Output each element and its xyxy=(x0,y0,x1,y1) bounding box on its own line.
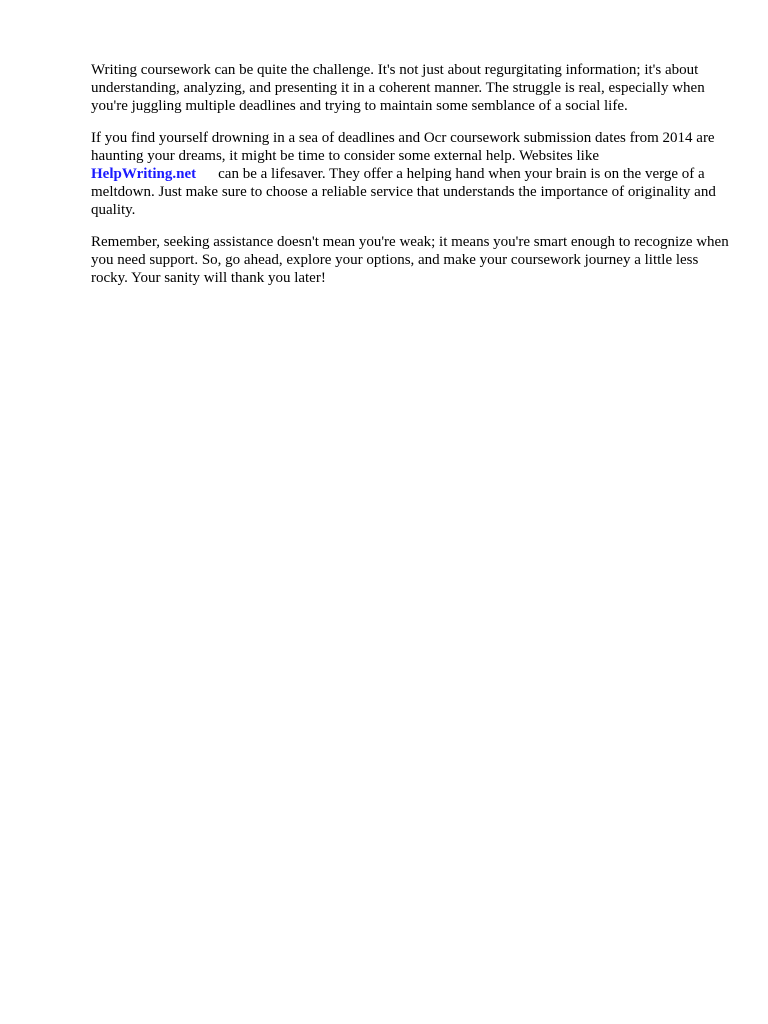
paragraph-conclusion: Remember, seeking assistance doesn't mean you're weak; it means you're smart enough to recognize when you need support. So, go ahead, explore your options, and make your coursework journey a little less rocky. Your sanity will thank you later! xyxy=(91,234,729,286)
paragraph-help-text-before: If you find yourself drowning in a sea of deadlines and Ocr coursework submission dates from 2014 are haunting your dreams, it might be time to consider some external help. Websites like xyxy=(91,130,715,164)
paragraph-intro: Writing coursework can be quite the challenge. It's not just about regurgitating information; it's about understanding, analyzing, and presenting it in a coherent manner. The struggle is real, especially when you're juggling multiple deadlines and trying to maintain some semblance of a social life. xyxy=(91,62,705,114)
document-page xyxy=(91,61,731,301)
paragraph-help xyxy=(91,129,731,219)
helpwriting-link[interactable]: HelpWriting.net xyxy=(91,166,197,182)
paragraph-help-text-after: can be a lifesaver. They offer a helping hand when your brain is on the verge of a meltdown. Just make sure to choose a reliable service that understands the importance of originality and quality. xyxy=(91,166,716,218)
